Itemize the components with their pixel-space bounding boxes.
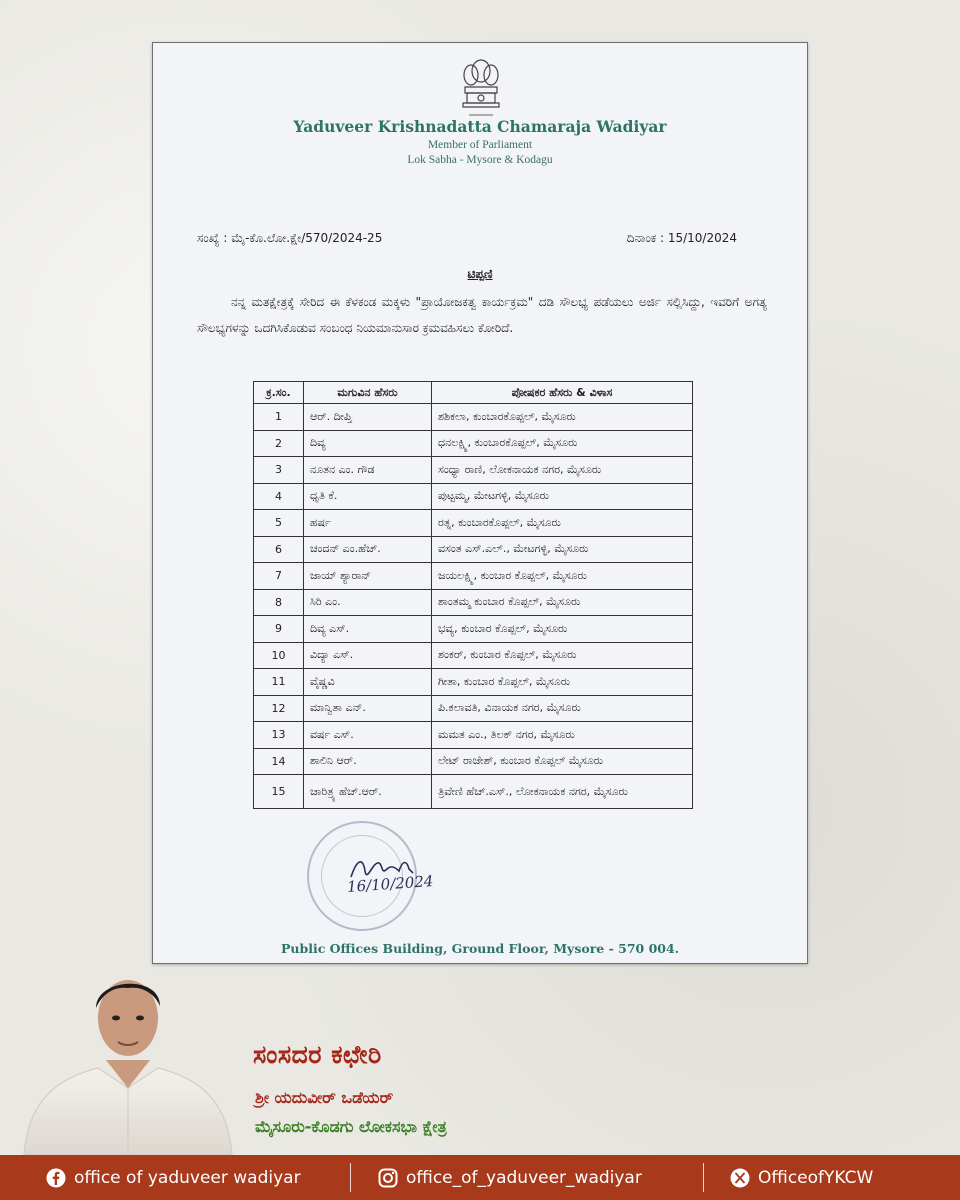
cell-parent-address: ಜಯಲಕ್ಷ್ಮಿ, ಕುಂಬಾರ ಕೊಪ್ಪಲ್, ಮೈಸೂರು [432,563,693,590]
banner-constituency: ಮೈಸೂರು-ಕೊಡಗು ಲೋಕಸಭಾ ಕ್ಷೇತ್ರ [255,1117,447,1136]
cell-child-name: ಹರ್ಷ [304,510,432,537]
cell-serial: 4 [254,483,304,510]
letter-subject: ಟಿಪ್ಪಣಿ [467,267,493,281]
table-row [254,536,693,563]
cell-serial: 13 [254,722,304,749]
header-serial: ಕ್ರ.ಸಂ. [254,382,304,404]
table-row [254,669,693,696]
letterhead-name: Yaduveer Krishnadatta Chamaraja Wadiyar [293,117,667,136]
cell-serial: 9 [254,616,304,643]
cell-serial: 11 [254,669,304,696]
cell-serial: 8 [254,589,304,616]
cell-parent-address: ತ್ರಿವೇಣಿ ಹೆಚ್.ಎಸ್., ಲೋಕನಾಯಕ ನಗರ, ಮೈಸೂರು [432,775,693,809]
signature-date: 16/10/2024 [346,872,434,896]
facebook-handle: office of yaduveer wadiyar [74,1167,301,1188]
letterhead-constituency: Lok Sabha - Mysore & Kodagu [407,154,553,166]
table-row [254,483,693,510]
table-header-row [254,382,693,404]
cell-serial: 2 [254,430,304,457]
table-row [254,775,693,809]
banner-title: ಸಂಸದರ ಕಛೇರಿ [253,1040,382,1069]
cell-child-name: ಸಿರಿ ಎಂ. [304,589,432,616]
cell-child-name: ವರ್ಷ ಎಸ್. [304,722,432,749]
cell-parent-address: ರತ್ನ, ಕುಂಬಾರಕೊಪ್ಪಲ್, ಮೈಸೂರು [432,510,693,537]
cell-parent-address: ಗೀತಾ, ಕುಂಬಾರ ಕೊಪ್ಪಲ್, ಮೈಸೂರು [432,669,693,696]
divider [703,1163,704,1192]
cell-serial: 10 [254,642,304,669]
mp-portrait [18,960,238,1155]
letter-document [152,42,808,964]
table-row [254,642,693,669]
x-handle: OfficeofYKCW [758,1167,874,1188]
cell-parent-address: ಭವ್ಯ, ಕುಂಬಾರ ಕೊಪ್ಪಲ್, ಮೈಸೂರು [432,616,693,643]
cell-parent-address: ಲೇಟ್ ರಾಜೇಶ್, ಕುಂಬಾರ ಕೊಪ್ಪಲ್ ಮೈಸೂರು [432,748,693,775]
cell-child-name: ಚಂದನ್ ಎಂ.ಹೆಚ್. [304,536,432,563]
cell-child-name: ಜಾಯ್ ಶ್ಯಾರಾನ್ [304,563,432,590]
cell-parent-address: ಶಶಿಕಲಾ, ಕುಂಬಾರಕೊಪ್ಪಲ್, ಮೈಸೂರು [432,404,693,431]
banner-subtitle: ಶ್ರೀ ಯದುವೀರ್ ಒಡೆಯರ್ [255,1088,394,1107]
social-bar [0,1155,960,1200]
cell-serial: 1 [254,404,304,431]
instagram-icon [378,1168,398,1188]
cell-parent-address: ಧನಲಕ್ಷ್ಮಿ, ಕುಂಬಾರಕೊಪ್ಪಲ್, ಮೈಸೂರು [432,430,693,457]
letterhead-role: Member of Parliament [427,139,533,151]
cell-child-name: ಆರ್. ದೀಪ್ತಿ [304,404,432,431]
cell-serial: 6 [254,536,304,563]
instagram-link[interactable] [378,1155,642,1200]
table-row [254,616,693,643]
header-parent-address: ಪೋಷಕರ ಹೆಸರು & ವಿಳಾಸ [432,382,693,404]
x-link[interactable] [730,1155,873,1200]
table-row [254,404,693,431]
table-row [254,589,693,616]
cell-parent-address: ಮಮತ ಎಂ., ತಿಲಕ್ ನಗರ, ಮೈಸೂರು [432,722,693,749]
table-row [254,563,693,590]
cell-serial: 5 [254,510,304,537]
cell-child-name: ಧೃತಿ ಕೆ. [304,483,432,510]
table-row [254,457,693,484]
letterhead-address: Public Offices Building, Ground Floor, Mysore - 570 004. [280,941,680,956]
cell-child-name: ಚಾರಿತ್ರ್ಯ ಹೆಚ್.ಆರ್. [304,775,432,809]
header-child-name: ಮಗುವಿನ ಹೆಸರು [304,382,432,404]
cell-serial: 12 [254,695,304,722]
divider [350,1163,351,1192]
cell-child-name: ನೂತನ ಎಂ. ಗೌಡ [304,457,432,484]
cell-serial: 7 [254,563,304,590]
cell-serial: 14 [254,748,304,775]
cell-child-name: ವೈಷ್ಣವಿ [304,669,432,696]
x-icon [730,1168,750,1188]
cell-child-name: ದಿವ್ಯ ಎಸ್. [304,616,432,643]
facebook-link[interactable] [46,1155,301,1200]
table-row [254,430,693,457]
national-emblem-icon [453,53,509,125]
cell-parent-address: ಶಂಕರ್, ಕುಂಬಾರ ಕೊಪ್ಪಲ್, ಮೈಸೂರು [432,642,693,669]
cell-child-name: ದಿವ್ಯ [304,430,432,457]
cell-parent-address: ಪುಟ್ಟಮ್ಮ, ಮೇಟಗಳ್ಳಿ, ಮೈಸೂರು [432,483,693,510]
cell-parent-address: ಶಾಂತಮ್ಮ ಕುಂಬಾರ ಕೊಪ್ಪಲ್, ಮೈಸೂರು [432,589,693,616]
cell-parent-address: ಸಂಧ್ಯಾ ರಾಣಿ, ಲೋಕನಾಯಕ ನಗರ, ಮೈಸೂರು [432,457,693,484]
table-row [254,748,693,775]
table-body [254,404,693,809]
letter-body: ನನ್ನ ಮತಕ್ಷೇತ್ರಕ್ಕೆ ಸೇರಿದ ಈ ಕೆಳಕಂಡ ಮಕ್ಕಳು "ಪ್ರಾಯೋಜಕತ್ವ ಕಾರ್ಯಕ್ರಮ" ದಡಿ ಸೌಲಭ್ಯ ಪಡೆಯಲು ಅರ್ಜಿ ಸಲ್ಲಿಸಿದ್ದು, ಇವರಿಗೆ ಅಗತ್ಯ ಸೌಲಭ್ಯಗಳನ್ನು ಒದಗಿಸಿಕೊಡುವ ಸಂಬಂಧ ನಿಯಮಾನುಸಾರ ಕ್ರಮವಹಿಸಲು ಕೋರಿದೆ. [197,295,767,335]
cell-serial: 15 [254,775,304,809]
cell-serial: 3 [254,457,304,484]
facebook-icon [46,1168,66,1188]
reference-number: ಸಂಖ್ಯೆ : ಮೈ-ಕೊ.ಲೋ.ಕ್ಷೇ/570/2024-25 [197,231,383,245]
cell-child-name: ವಿದ್ಯಾ ಎಸ್. [304,642,432,669]
cell-child-name: ಮಾನ್ವಿತಾ ಎನ್. [304,695,432,722]
cell-child-name: ಶಾಲಿನಿ ಆರ್. [304,748,432,775]
table-row [254,695,693,722]
letter-date: ದಿನಾಂಕ : 15/10/2024 [626,231,737,245]
table-row [254,510,693,537]
children-table [253,381,693,809]
cell-parent-address: ವಸಂತ ಎಸ್.ಎಲ್., ಮೇಟಗಳ್ಳಿ, ಮೈಸೂರು [432,536,693,563]
table-row [254,722,693,749]
cell-parent-address: ಪಿ.ಕಲಾವತಿ, ವಿನಾಯಕ ನಗರ, ಮೈಸೂರು [432,695,693,722]
instagram-handle: office_of_yaduveer_wadiyar [406,1167,642,1188]
